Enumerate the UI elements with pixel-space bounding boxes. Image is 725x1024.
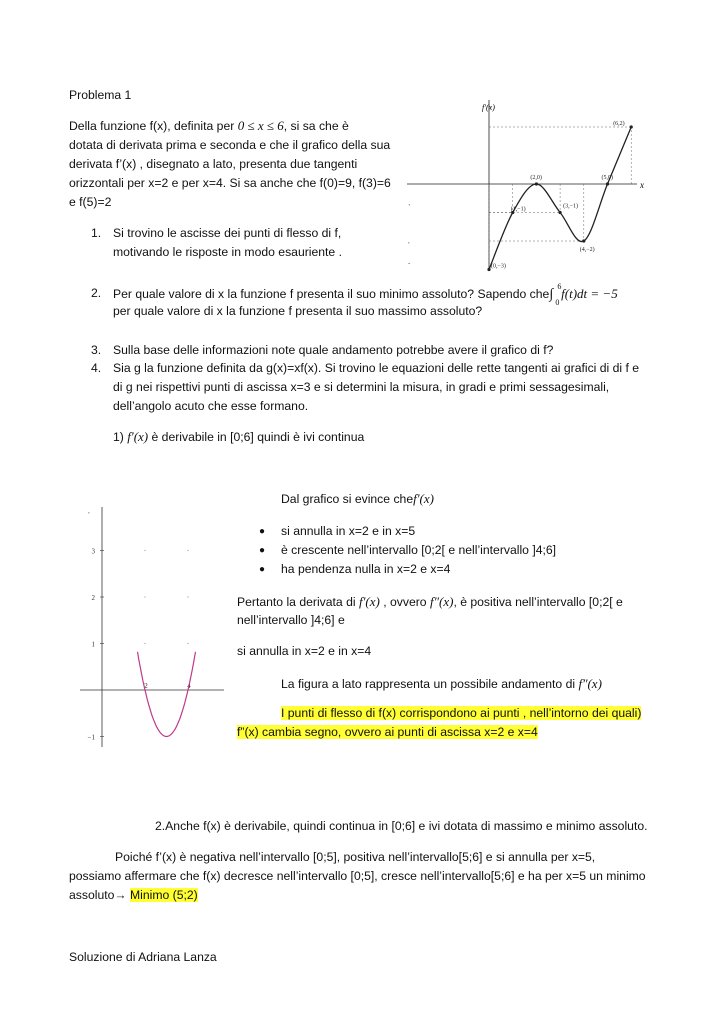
integral-expression: f(t)dt = −5: [561, 286, 618, 301]
integral-sign: ∫ 6 0: [549, 287, 553, 302]
grid-dot: [187, 643, 188, 644]
math-fprime: f′(x): [127, 429, 149, 444]
flesso-line-1: [281, 706, 641, 721]
intro-line-2: dotata di derivata prima e seconda e che il grafico della sua: [69, 138, 391, 152]
highlighted-minimum: Minimo (5;2): [129, 888, 198, 902]
intro-line-4: orizzontali per x=2 e per x=4. Si sa anche che f(0)=9, f(3)=6: [69, 176, 391, 190]
document-title: Problema 1: [69, 88, 132, 102]
question-3-number: 3.: [91, 343, 102, 357]
question-4-line-1: Sia g la funzione definita da g(x)=xf(x). Si trovino le equazioni delle rette tangenti ai grafici di di f e: [113, 361, 640, 375]
data-point: [606, 182, 609, 185]
grid-dot: [144, 643, 145, 644]
point-label: (6,2): [613, 121, 625, 127]
question-1-number: 1.: [91, 226, 102, 240]
question-3-line-1: Sulla base delle informazioni note quale andamento potrebbe avere il grafico di f?: [113, 343, 554, 357]
svg-text:,: ,: [408, 237, 410, 245]
question-2-text: Per quale valore di x la funzione f presenta il suo minimo assoluto? Sapendo che: [113, 287, 550, 301]
grid-dot: [144, 596, 145, 597]
point-label: (0,−3): [491, 263, 506, 270]
question-2-line-2: per quale valore di x la funzione f presenta il suo massimo assoluto?: [113, 304, 483, 318]
graph-xlabel: x: [640, 180, 644, 190]
question-4-number: 4.: [91, 361, 102, 375]
y-tick-label: −1: [87, 733, 95, 742]
figura-line: [281, 676, 602, 692]
question-2-number: 2.: [91, 286, 102, 300]
math-fprime: f′(x): [358, 594, 380, 609]
pertanto-text: Pertanto la derivata di: [237, 595, 359, 609]
footer-author: Soluzione di Adriana Lanza: [69, 950, 217, 964]
intro-text: , si sa che è: [283, 119, 349, 133]
annulla-line: si annulla in x=2 e in x=4: [237, 644, 372, 658]
point-label: (3,−1): [563, 203, 578, 210]
answer-2-line-4: [69, 888, 198, 903]
point-label: (5,0): [601, 175, 613, 181]
grid-dot: [187, 596, 188, 597]
data-point: [630, 125, 633, 128]
bullet-icon: ●: [259, 526, 266, 537]
derivative-graph: [405, 90, 645, 275]
intro-line-1: [69, 118, 349, 134]
question-2-line-1: [113, 282, 618, 307]
intro-line-5: e f(5)=2: [69, 195, 112, 209]
flesso-line-2: [237, 725, 538, 740]
question-4-line-2: di g nei rispettivi punti di ascissa x=3 e si determini la misura, in gradi e primi sessagesimali,: [113, 380, 610, 394]
bullet-item-2: è crescente nell’intervallo [0;2[ e nell’intervallo ]4;6]: [281, 543, 557, 557]
second-derivative-graph: [78, 505, 228, 750]
pertanto-line-1: [237, 594, 623, 610]
grafico-text: Dal grafico si evince che: [281, 492, 414, 506]
svg-text:‚: ‚: [408, 199, 411, 207]
grid-dot: [144, 550, 145, 551]
y-tick-label: 3: [91, 547, 95, 556]
math-fsecond: f″(x): [578, 676, 602, 691]
data-point: [582, 239, 585, 242]
grid-dot: [187, 550, 188, 551]
pertanto-text: , ovvero: [379, 595, 430, 609]
answer-1-heading: [113, 429, 364, 445]
point-label: (2,0): [530, 175, 542, 181]
bullet-icon: ●: [259, 545, 266, 556]
point-label: (1,−1): [510, 206, 526, 213]
question-1-line-1: Si trovino le ascisse dei punti di flesso di f,: [113, 226, 342, 240]
answer-2-line-1: 2.Anche f(x) è derivabile, quindi continua in [0;6] e ivi dotata di massimo e minimo assoluto.: [155, 819, 648, 833]
point-label: (4,−2): [579, 247, 595, 253]
answer-1-text: è derivabile in [0;6] quindi è ivi continua: [148, 430, 365, 444]
bullet-icon: ●: [259, 564, 266, 575]
parabola-curve: [138, 652, 196, 737]
integral-upper-limit: 6: [557, 282, 562, 291]
bullet-item-3: ha pendenza nulla in x=2 e x=4: [281, 562, 451, 576]
answer-2-text: assoluto→: [69, 888, 130, 902]
highlighted-conclusion: f”(x) cambia segno, ovvero ai punti di ascissa x=2 e x=4: [237, 725, 538, 739]
integral-lower-limit: 0: [555, 298, 560, 307]
answer-2-line-3: possiamo affermare che f(x) decresce nell’intervallo [0;5], cresce nell’intervallo[5;6] e ha per x=5 un minimo: [69, 869, 646, 883]
data-point: [559, 211, 562, 214]
answer-2-line-2: Poiché f’(x) è negativa nell’intervallo [0;5], positiva nell’intervallo[5;6] e si annulla per x=5,: [115, 850, 596, 864]
derivative-curve: [489, 127, 631, 270]
y-tick-label: 1: [91, 640, 95, 649]
data-point: [535, 182, 538, 185]
math-fsecond: f″(x): [429, 594, 454, 609]
answer-1-number: 1): [113, 430, 124, 444]
pertanto-line-2: nell’intervallo ]4;6] e: [237, 613, 345, 627]
domain-inequality: 0 ≤ x ≤ 6: [237, 118, 284, 133]
highlighted-conclusion: I punti di flesso di f(x) corrispondono ai punti , nell’intorno dei quali): [281, 706, 642, 720]
question-1-line-2: motivando le risposte in modo esauriente .: [113, 245, 342, 259]
intro-text: Della funzione f(x), definita per: [69, 119, 238, 133]
math-fprime: f′(x): [413, 491, 434, 506]
question-4-line-3: dell’angolo acuto che esse formano.: [113, 399, 309, 413]
bullet-item-1: si annulla in x=2 e in x=5: [281, 524, 416, 538]
y-tick-label: 2: [91, 594, 95, 602]
graph-ylabel: f′(x): [482, 103, 495, 112]
svg-text:,: ,: [88, 507, 90, 515]
x-tick-label: 2: [144, 682, 148, 690]
figura-text: La figura a lato rappresenta un possibile andamento di: [281, 677, 579, 691]
x-tick-label: 4: [187, 682, 191, 690]
pertanto-text: , è positiva nell’intervallo [0;2[ e: [453, 595, 623, 609]
grafico-line: [281, 491, 434, 507]
svg-text:-: -: [408, 259, 411, 267]
intro-line-3: derivata f’(x) , disegnato a lato, presenta due tangenti: [69, 157, 358, 171]
